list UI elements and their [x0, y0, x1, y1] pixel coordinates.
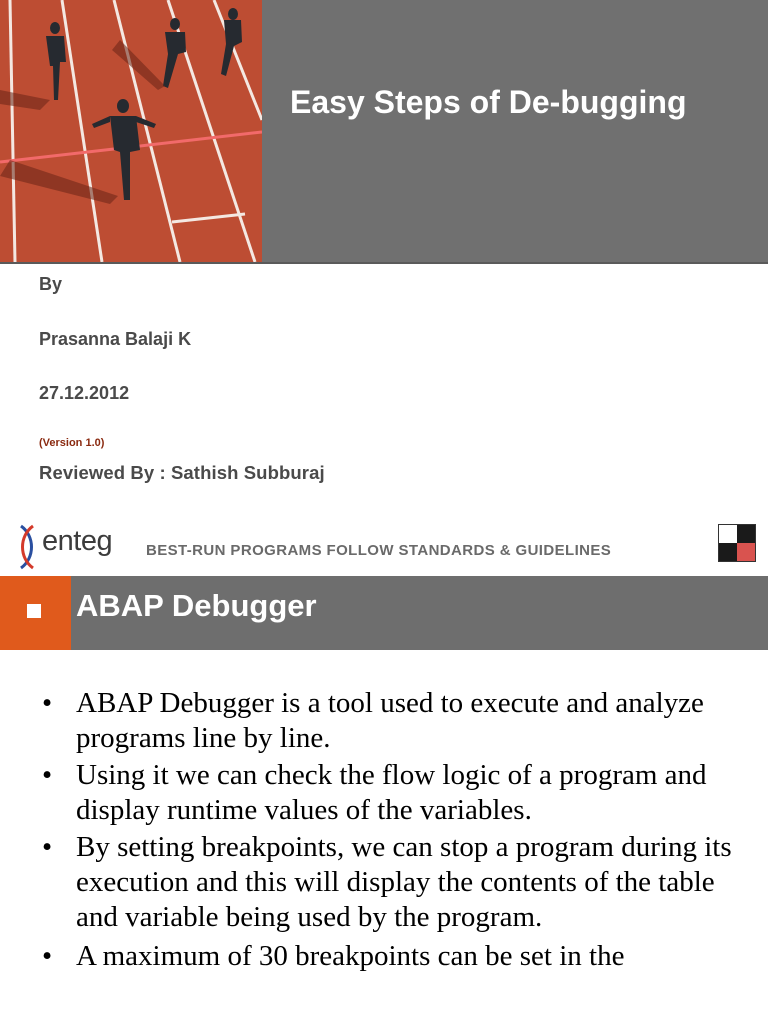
bullet-dot-icon: •	[42, 831, 53, 863]
reviewer-line: Reviewed By : Sathish Subburaj	[39, 462, 325, 483]
list-item	[38, 686, 753, 756]
author-name: Prasanna Balaji K	[39, 329, 192, 349]
bullet-text: A maximum of 30 breakpoints can be set in the	[76, 940, 625, 972]
by-label: By	[39, 274, 63, 294]
square-bullet-icon	[27, 604, 41, 618]
running-track-illustration	[0, 0, 262, 262]
list-item	[38, 758, 753, 828]
list-item	[38, 939, 753, 974]
version-label: (Version 1.0)	[39, 437, 105, 449]
dna-helix-icon	[15, 524, 39, 570]
bullet-text: Using it we can check the flow logic of a program and display runtime values of the variables.	[76, 759, 707, 826]
title-band	[262, 0, 768, 263]
tagline: BEST-RUN PROGRAMS FOLLOW STANDARDS & GUIDELINES	[146, 542, 612, 559]
section-title: ABAP Debugger	[76, 588, 317, 623]
bullet-list	[38, 686, 753, 976]
hero-image	[0, 0, 262, 262]
bullet-text: By setting breakpoints, we can stop a program during its execution and this will display the contents of the table and variable being used by the program.	[76, 831, 732, 933]
list-item	[38, 830, 753, 935]
presentation-date: 27.12.2012	[39, 383, 130, 403]
banner-divider	[0, 262, 768, 264]
checkerboard-icon	[718, 524, 756, 562]
bullet-dot-icon: •	[42, 759, 53, 791]
bullet-dot-icon: •	[42, 687, 53, 719]
deck-title: Easy Steps of De-bugging	[290, 84, 687, 120]
bullet-dot-icon: •	[42, 940, 53, 972]
bullet-text: ABAP Debugger is a tool used to execute and analyze programs line by line.	[76, 687, 704, 754]
logo-wordmark: enteg	[42, 525, 113, 557]
